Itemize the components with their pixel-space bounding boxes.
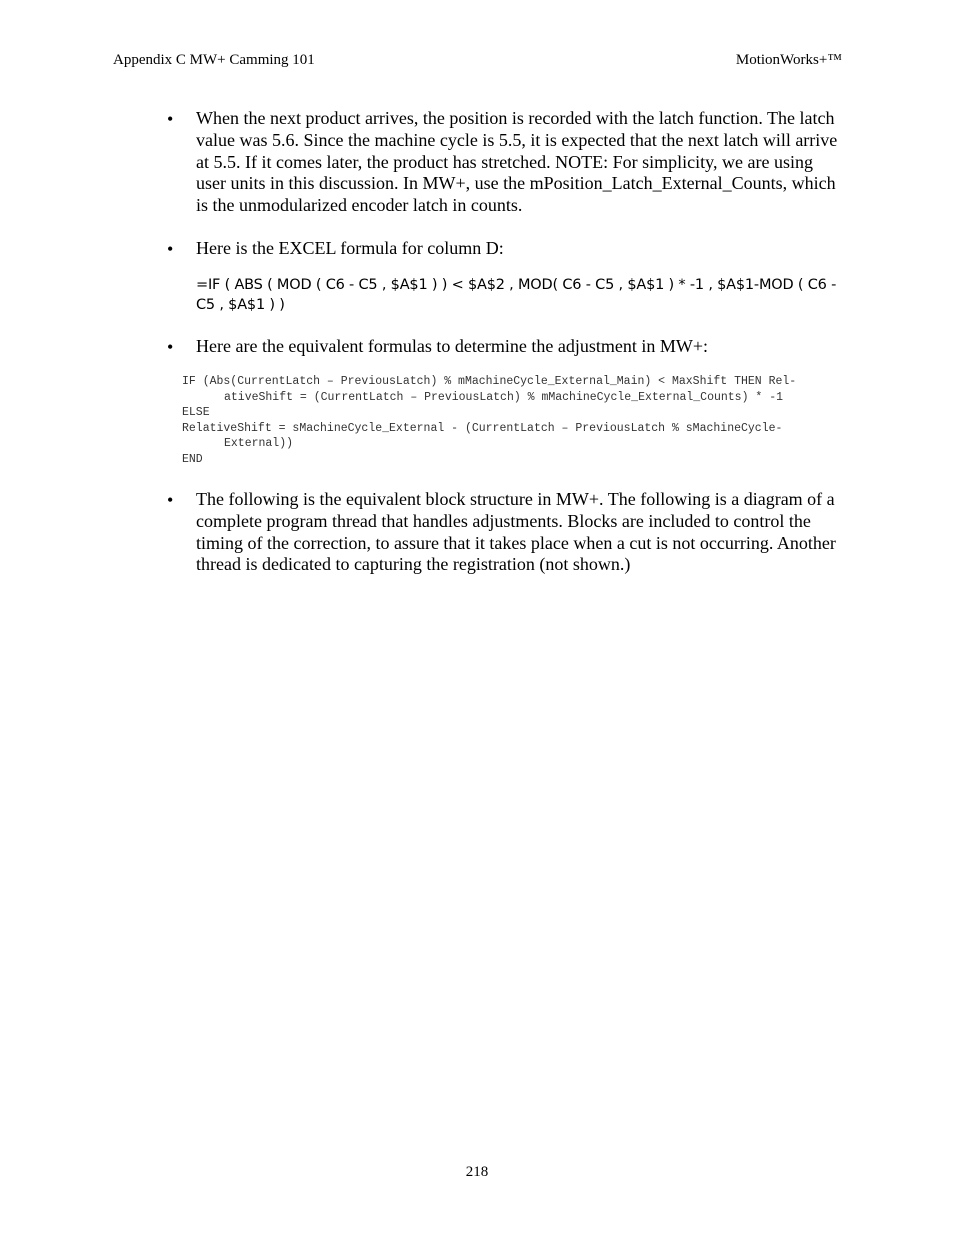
- bullet-marker: •: [167, 239, 174, 259]
- code-line: ativeShift = (CurrentLatch – PreviousLatch) % mMachineCycle_External_Counts) * -1: [224, 390, 783, 404]
- bullet-marker: •: [167, 490, 174, 510]
- code-line: IF (Abs(CurrentLatch – PreviousLatch) % mMachineCycle_External_Main) < MaxShift THEN Rel-: [182, 375, 797, 388]
- bullet-paragraph-excel-intro: Here is the EXCEL formula for column D:: [196, 238, 504, 258]
- code-line: External)): [224, 437, 294, 451]
- bullet-paragraph-latch: When the next product arrives, the position is recorded with the latch function. The latch value was 5.6. Since the machine cycle is 5.5, it is expected that the next latch will arrive at 5.5. If it comes later, the product has stretched. NOTE: For simplicity, we are using user units in this discussion. In MW+, use the mPosition_Latch_External_Counts, which is the unmodularized encoder latch in counts.: [196, 108, 838, 216]
- bullet-marker: •: [167, 337, 174, 357]
- page-number: 218: [465, 1164, 489, 1180]
- code-block: [182, 374, 862, 468]
- running-header-left: Appendix C MW+ Camming 101: [113, 52, 315, 68]
- code-line: RelativeShift = sMachineCycle_External - (CurrentLatch – PreviousLatch % sMachineCycle-: [182, 421, 783, 435]
- code-line: ELSE: [182, 406, 210, 420]
- excel-formula: =IF ( ABS ( MOD ( C6 - C5 , $A$1 ) ) < $A$2 , MOD( C6 - C5 , $A$1 ) * -1 , $A$1-MOD ( C6 - C5 , $A$1 ) ): [196, 277, 837, 313]
- running-header-right: MotionWorks+™: [735, 52, 842, 68]
- bullet-paragraph-block-structure: The following is the equivalent block structure in MW+. The following is a diagram of a complete program thread that handles adjustments. Blocks are included to control the timing of the correction, to assure that it takes place when a cut is not occurring. Another thread is dedicated to capturing the registration (not shown.): [196, 489, 836, 575]
- code-line: END: [182, 452, 203, 466]
- bullet-paragraph-mw-formulas: Here are the equivalent formulas to determine the adjustment in MW+:: [196, 336, 708, 356]
- bullet-marker: •: [167, 109, 174, 129]
